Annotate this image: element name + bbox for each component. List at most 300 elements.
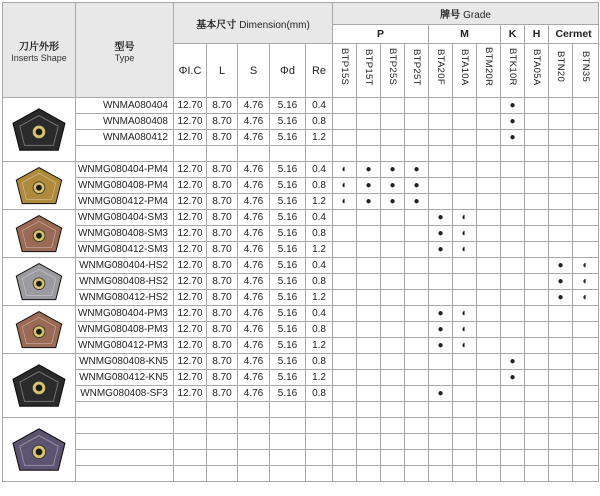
grade-mark-cell — [453, 130, 477, 146]
grade-mark-cell — [549, 242, 573, 258]
grade-mark-cell — [501, 178, 525, 194]
grade-mark-cell — [381, 274, 405, 290]
grade-mark-cell — [453, 466, 477, 482]
grade-mark-cell — [357, 322, 381, 338]
grade-col — [453, 44, 477, 98]
grade-mark-cell — [381, 130, 405, 146]
model-cell: WNMG080404-SM3 — [76, 210, 174, 226]
dimension-cell: 5.16 — [270, 130, 306, 146]
grade-mark-cell — [573, 210, 599, 226]
grade-mark-cell — [405, 402, 429, 418]
dimension-cell: 4.76 — [238, 242, 270, 258]
grade-mark-cell: ● — [429, 338, 453, 354]
insert-image-cell — [3, 210, 76, 258]
grade-mark-cell — [357, 274, 381, 290]
grade-mark-cell — [525, 210, 549, 226]
grade-mark-cell — [381, 306, 405, 322]
dimension-cell — [174, 418, 207, 434]
grade-mark-cell: ● — [429, 322, 453, 338]
table-row — [3, 418, 599, 434]
model-cell — [76, 402, 174, 418]
grade-mark-cell — [453, 274, 477, 290]
dimension-cell: 4.76 — [238, 338, 270, 354]
grade-mark-cell — [573, 386, 599, 402]
dimension-cell: 4.76 — [238, 162, 270, 178]
grade-mark-cell — [429, 178, 453, 194]
grade-mark-cell — [549, 98, 573, 114]
grade-mark-cell — [429, 402, 453, 418]
dim-s: S — [238, 44, 270, 98]
dimension-cell: 4.76 — [238, 130, 270, 146]
grade-mark-cell — [573, 322, 599, 338]
grade-mark-cell — [357, 386, 381, 402]
model-cell: WNMA080408 — [76, 114, 174, 130]
grade-mark-cell — [549, 114, 573, 130]
dimension-cell — [306, 418, 333, 434]
grade-col — [573, 44, 599, 98]
dimension-cell: 4.76 — [238, 114, 270, 130]
insert-spec-table — [2, 2, 599, 482]
grade-mark-cell — [501, 146, 525, 162]
silver-insert-icon — [12, 261, 66, 303]
table-row — [3, 258, 599, 274]
grade-mark-cell — [333, 402, 357, 418]
grade-mark-cell — [573, 178, 599, 194]
grade-mark-cell: ● — [405, 178, 429, 194]
model-cell: WNMG080412-SM3 — [76, 242, 174, 258]
grade-mark-cell — [477, 290, 501, 306]
dimension-cell: 12.70 — [174, 178, 207, 194]
grade-mark-cell — [333, 418, 357, 434]
grade-mark-cell: ◐ — [453, 242, 477, 258]
grade-mark-cell — [477, 242, 501, 258]
grade-label: BTK10R — [507, 48, 519, 86]
grade-mark-cell — [333, 450, 357, 466]
grade-mark-cell — [357, 418, 381, 434]
grade-label: BTP25T — [411, 48, 423, 86]
grade-label: BTP25S — [387, 48, 399, 86]
grade-mark-cell — [549, 354, 573, 370]
table-row — [3, 226, 599, 242]
grade-mark-cell — [573, 146, 599, 162]
grade-mark-cell — [381, 466, 405, 482]
dimension-cell: 4.76 — [238, 290, 270, 306]
grade-mark-cell: ● — [549, 274, 573, 290]
grade-mark-cell — [429, 290, 453, 306]
purple-insert-icon — [9, 426, 69, 474]
grade-mark-cell — [381, 418, 405, 434]
grade-mark-cell: ● — [501, 354, 525, 370]
grade-mark-cell — [453, 146, 477, 162]
grade-mark-cell — [429, 370, 453, 386]
dimension-cell — [306, 402, 333, 418]
grade-mark-cell — [405, 322, 429, 338]
grade-mark-cell: ◐ — [573, 258, 599, 274]
type-header-en: Type — [114, 52, 135, 63]
dimension-cell — [207, 146, 238, 162]
grade-mark-cell — [405, 466, 429, 482]
grade-mark-cell — [429, 258, 453, 274]
grade-mark-cell — [501, 402, 525, 418]
grade-mark-cell — [333, 354, 357, 370]
dimension-cell: 8.70 — [207, 226, 238, 242]
grade-mark-cell — [573, 450, 599, 466]
grade-mark-cell — [453, 178, 477, 194]
grade-mark-cell — [357, 130, 381, 146]
black-insert-icon — [9, 106, 69, 154]
model-cell: WNMG080412-KN5 — [76, 370, 174, 386]
type-header-zh: 型号 — [114, 41, 135, 53]
grade-mark-cell: ● — [405, 194, 429, 210]
dimension-cell: 12.70 — [174, 290, 207, 306]
grade-mark-cell — [573, 402, 599, 418]
grade-mark-cell — [453, 194, 477, 210]
grade-mark-cell: ◐ — [333, 162, 357, 178]
grade-mark-cell — [381, 114, 405, 130]
table-row — [3, 322, 599, 338]
table-row — [3, 242, 599, 258]
grade-mark-cell — [477, 354, 501, 370]
grade-mark-cell — [357, 338, 381, 354]
model-cell: WNMG080408-PM3 — [76, 322, 174, 338]
grade-mark-cell — [549, 322, 573, 338]
grade-mark-cell — [525, 242, 549, 258]
grade-mark-cell — [477, 146, 501, 162]
dimension-cell — [270, 418, 306, 434]
model-cell: WNMG080404-PM3 — [76, 306, 174, 322]
grade-mark-cell: ● — [501, 98, 525, 114]
grade-mark-cell — [333, 146, 357, 162]
dimension-cell: 5.16 — [270, 114, 306, 130]
dimension-cell: 8.70 — [207, 114, 238, 130]
grade-col — [333, 44, 357, 98]
grade-mark-cell — [333, 226, 357, 242]
dimension-cell: 8.70 — [207, 274, 238, 290]
grade-mark-cell — [405, 450, 429, 466]
grade-mark-cell — [405, 258, 429, 274]
grade-mark-cell — [477, 418, 501, 434]
table-row — [3, 162, 599, 178]
dimension-cell — [207, 466, 238, 482]
grade-mark-cell — [477, 338, 501, 354]
dimension-cell — [270, 434, 306, 450]
grade-mark-cell — [381, 386, 405, 402]
model-cell: WNMG080412-PM3 — [76, 338, 174, 354]
dimension-cell: 8.70 — [207, 162, 238, 178]
dimension-cell: 1.2 — [306, 194, 333, 210]
table-row — [3, 210, 599, 226]
dimension-cell: 0.8 — [306, 226, 333, 242]
table-row — [3, 98, 599, 114]
grade-mark-cell — [333, 370, 357, 386]
grade-mark-cell — [381, 370, 405, 386]
grade-mark-cell — [501, 258, 525, 274]
table-row — [3, 306, 599, 322]
grade-mark-cell — [525, 114, 549, 130]
grade-col — [549, 44, 573, 98]
grade-mark-cell: ● — [429, 386, 453, 402]
grade-header-zh: 牌号 — [440, 10, 461, 21]
table-row — [3, 354, 599, 370]
grade-mark-cell — [573, 434, 599, 450]
dimension-cell: 4.76 — [238, 322, 270, 338]
grade-mark-cell — [381, 242, 405, 258]
model-cell: WNMG080404-HS2 — [76, 258, 174, 274]
shape-header — [3, 3, 76, 98]
grade-mark-cell: ● — [381, 178, 405, 194]
grade-mark-cell — [573, 242, 599, 258]
grade-mark-cell — [405, 114, 429, 130]
grade-mark-cell: ● — [429, 306, 453, 322]
dimension-cell: 5.16 — [270, 178, 306, 194]
grade-mark-cell — [333, 322, 357, 338]
grade-mark-cell — [501, 226, 525, 242]
grade-mark-cell — [357, 466, 381, 482]
dimension-cell — [270, 450, 306, 466]
grade-mark-cell — [501, 290, 525, 306]
grade-mark-cell — [429, 98, 453, 114]
model-cell — [76, 450, 174, 466]
grade-mark-cell — [333, 210, 357, 226]
grade-mark-cell — [477, 258, 501, 274]
grade-mark-cell — [549, 210, 573, 226]
dimension-cell: 4.76 — [238, 274, 270, 290]
grade-mark-cell — [453, 370, 477, 386]
grade-mark-cell — [381, 258, 405, 274]
grade-mark-cell — [549, 162, 573, 178]
dimension-cell: 0.8 — [306, 386, 333, 402]
grade-mark-cell — [381, 146, 405, 162]
dimension-cell: 4.76 — [238, 258, 270, 274]
shape-header-en: Inserts Shape — [11, 52, 67, 63]
grade-mark-cell — [357, 290, 381, 306]
grade-mark-cell — [525, 418, 549, 434]
dimension-cell: 8.70 — [207, 242, 238, 258]
grade-mark-cell: ◐ — [573, 274, 599, 290]
grade-mark-cell: ◐ — [453, 306, 477, 322]
grade-mark-cell — [549, 178, 573, 194]
dimension-cell: 0.8 — [306, 354, 333, 370]
grade-mark-cell — [573, 418, 599, 434]
grade-mark-cell — [405, 146, 429, 162]
dimension-cell: 8.70 — [207, 306, 238, 322]
grade-mark-cell — [405, 226, 429, 242]
grade-mark-cell — [549, 434, 573, 450]
grade-mark-cell — [429, 418, 453, 434]
table-row — [3, 194, 599, 210]
grade-mark-cell — [333, 434, 357, 450]
grade-mark-cell — [405, 274, 429, 290]
grade-mark-cell — [501, 242, 525, 258]
grade-mark-cell — [357, 98, 381, 114]
model-cell: WNMG080412-HS2 — [76, 290, 174, 306]
grade-mark-cell — [477, 98, 501, 114]
grade-mark-cell: ◐ — [333, 178, 357, 194]
grade-mark-cell — [477, 434, 501, 450]
grade-mark-cell — [333, 338, 357, 354]
grade-mark-cell — [381, 98, 405, 114]
group-m: M — [429, 25, 501, 44]
grade-mark-cell — [453, 402, 477, 418]
grade-mark-cell — [549, 418, 573, 434]
shape-header-zh: 刀片外形 — [19, 41, 59, 53]
dimension-cell: 5.16 — [270, 98, 306, 114]
dimension-cell: 5.16 — [270, 370, 306, 386]
grade-mark-cell — [477, 226, 501, 242]
dimension-cell: 5.16 — [270, 162, 306, 178]
grade-mark-cell — [525, 130, 549, 146]
grade-mark-cell — [429, 466, 453, 482]
dim-re: Re — [306, 44, 333, 98]
grade-mark-cell — [477, 194, 501, 210]
dimension-cell: 1.2 — [306, 130, 333, 146]
grade-mark-cell — [405, 306, 429, 322]
grade-col — [405, 44, 429, 98]
grade-mark-cell — [333, 386, 357, 402]
grade-mark-cell: ● — [501, 114, 525, 130]
grade-mark-cell — [405, 434, 429, 450]
bronze-insert-icon — [12, 309, 66, 351]
grade-mark-cell — [501, 466, 525, 482]
grade-mark-cell — [405, 290, 429, 306]
grade-mark-cell — [357, 306, 381, 322]
grade-mark-cell — [573, 162, 599, 178]
grade-mark-cell — [549, 370, 573, 386]
dimension-cell — [174, 402, 207, 418]
grade-label: BTM20R — [483, 47, 495, 87]
grade-mark-cell — [477, 466, 501, 482]
table-row — [3, 274, 599, 290]
dimension-cell: 5.16 — [270, 290, 306, 306]
dimension-cell — [306, 466, 333, 482]
dimension-cell: 0.8 — [306, 178, 333, 194]
grade-mark-cell — [381, 322, 405, 338]
dimension-cell: 4.76 — [238, 226, 270, 242]
grade-mark-cell — [381, 402, 405, 418]
dimension-cell: 8.70 — [207, 354, 238, 370]
dimension-header-en: Dimension(mm) — [239, 19, 310, 31]
grade-mark-cell — [429, 114, 453, 130]
grade-mark-cell — [501, 338, 525, 354]
grade-header-en: Grade — [463, 10, 491, 21]
grade-label: BTN35 — [580, 51, 592, 83]
dimension-cell — [306, 146, 333, 162]
grade-mark-cell — [357, 402, 381, 418]
grade-mark-cell — [525, 162, 549, 178]
dimension-cell — [238, 418, 270, 434]
grade-mark-cell — [477, 370, 501, 386]
dimension-cell — [174, 434, 207, 450]
dimension-cell — [174, 450, 207, 466]
grade-mark-cell — [573, 226, 599, 242]
grade-mark-cell — [573, 338, 599, 354]
grade-mark-cell — [477, 210, 501, 226]
dimension-cell — [238, 466, 270, 482]
model-cell: WNMG080408-SM3 — [76, 226, 174, 242]
table-row — [3, 130, 599, 146]
grade-mark-cell — [573, 466, 599, 482]
grade-mark-cell — [333, 258, 357, 274]
grade-mark-cell — [405, 370, 429, 386]
dimension-cell: 5.16 — [270, 258, 306, 274]
dim-ic: ΦI.C — [174, 44, 207, 98]
table-row — [3, 338, 599, 354]
table-row — [3, 402, 599, 418]
grade-mark-cell — [525, 466, 549, 482]
dimension-cell: 0.4 — [306, 258, 333, 274]
dimension-cell: 4.76 — [238, 98, 270, 114]
model-cell — [76, 466, 174, 482]
dimension-cell: 0.8 — [306, 274, 333, 290]
group-k: K — [501, 25, 525, 44]
dimension-cell: 12.70 — [174, 114, 207, 130]
grade-label: BTA05A — [531, 48, 543, 86]
grade-mark-cell — [525, 146, 549, 162]
dimension-cell — [270, 146, 306, 162]
dimension-cell: 5.16 — [270, 210, 306, 226]
grade-mark-cell: ● — [501, 130, 525, 146]
grade-mark-cell — [381, 226, 405, 242]
grade-mark-cell: ◐ — [453, 322, 477, 338]
grade-mark-cell — [453, 98, 477, 114]
grade-mark-cell — [477, 306, 501, 322]
grade-mark-cell: ● — [549, 258, 573, 274]
grade-mark-cell — [573, 130, 599, 146]
grade-mark-cell — [549, 386, 573, 402]
dimension-cell — [238, 402, 270, 418]
dimension-cell — [238, 434, 270, 450]
table-row — [3, 370, 599, 386]
grade-mark-cell — [549, 450, 573, 466]
grade-mark-cell — [525, 226, 549, 242]
grade-mark-cell — [453, 450, 477, 466]
dimension-cell — [207, 450, 238, 466]
grade-mark-cell — [429, 450, 453, 466]
table-row — [3, 114, 599, 130]
grade-mark-cell — [429, 274, 453, 290]
dimension-header-zh: 基本尺寸 — [196, 19, 237, 31]
dimension-cell: 12.70 — [174, 354, 207, 370]
dimension-cell — [174, 466, 207, 482]
grade-mark-cell — [525, 274, 549, 290]
grade-mark-cell — [453, 386, 477, 402]
dimension-cell: 5.16 — [270, 274, 306, 290]
grade-mark-cell — [525, 386, 549, 402]
grade-mark-cell: ◐ — [333, 194, 357, 210]
dimension-cell: 5.16 — [270, 386, 306, 402]
grade-mark-cell: ● — [381, 162, 405, 178]
grade-mark-cell — [405, 98, 429, 114]
dimension-cell: 1.2 — [306, 370, 333, 386]
grade-mark-cell — [501, 194, 525, 210]
grade-mark-cell — [501, 210, 525, 226]
grade-mark-cell — [477, 450, 501, 466]
grade-mark-cell — [357, 242, 381, 258]
grade-mark-cell — [333, 98, 357, 114]
dimension-cell: 12.70 — [174, 386, 207, 402]
dimension-cell: 8.70 — [207, 370, 238, 386]
grade-mark-cell — [333, 130, 357, 146]
grade-mark-cell: ● — [429, 242, 453, 258]
dimension-cell: 4.76 — [238, 354, 270, 370]
grade-mark-cell — [477, 274, 501, 290]
grade-mark-cell: ● — [381, 194, 405, 210]
grade-mark-cell — [501, 434, 525, 450]
dimension-cell: 4.76 — [238, 306, 270, 322]
model-cell: WNMG080412-PM4 — [76, 194, 174, 210]
group-p: P — [333, 25, 429, 44]
dimension-cell — [238, 450, 270, 466]
